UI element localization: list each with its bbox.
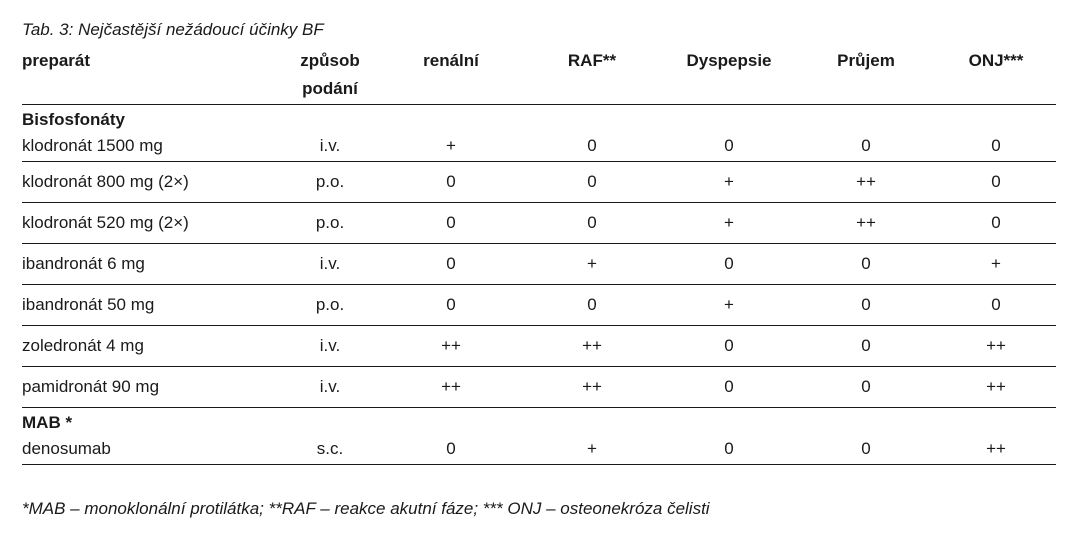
cell-renalni: 0 bbox=[380, 162, 522, 203]
header-row bbox=[22, 45, 1056, 105]
cell-route: i.v. bbox=[280, 367, 380, 408]
table-row bbox=[22, 162, 1056, 203]
cell-dyspepsie: 0 bbox=[662, 326, 796, 367]
header-prujem: Průjem bbox=[796, 45, 936, 105]
cell-route: p.o. bbox=[280, 203, 380, 244]
cell-renalni: 0 bbox=[380, 244, 522, 285]
table-row bbox=[22, 367, 1056, 408]
cell-onj: + bbox=[936, 244, 1056, 285]
group-title: Bisfosfonáty bbox=[22, 110, 125, 129]
cell-preparat: ibandronát 6 mg bbox=[22, 244, 280, 285]
cell-prujem: 0 bbox=[796, 367, 936, 408]
adverse-effects-table bbox=[22, 45, 1056, 465]
cell-renalni: ++ bbox=[380, 367, 522, 408]
cell-dyspepsie: 0 bbox=[662, 367, 796, 408]
header-onj: ONJ*** bbox=[936, 45, 1056, 105]
cell-renalni: ++ bbox=[380, 326, 522, 367]
cell-dyspepsie: 0 bbox=[662, 131, 796, 162]
cell-prujem: 0 bbox=[796, 131, 936, 162]
cell-onj: 0 bbox=[936, 131, 1056, 162]
group-row-mab bbox=[22, 408, 1056, 435]
cell-preparat: zoledronát 4 mg bbox=[22, 326, 280, 367]
cell-onj: 0 bbox=[936, 285, 1056, 326]
cell-onj: ++ bbox=[936, 367, 1056, 408]
table-row bbox=[22, 203, 1056, 244]
cell-route: p.o. bbox=[280, 162, 380, 203]
table-row bbox=[22, 131, 1056, 162]
cell-dyspepsie: + bbox=[662, 162, 796, 203]
table-row bbox=[22, 244, 1056, 285]
cell-route: i.v. bbox=[280, 326, 380, 367]
group-row-bisfosfonaty bbox=[22, 105, 1056, 132]
table-row bbox=[22, 434, 1056, 465]
cell-prujem: 0 bbox=[796, 285, 936, 326]
cell-route: p.o. bbox=[280, 285, 380, 326]
cell-dyspepsie: 0 bbox=[662, 434, 796, 465]
cell-preparat: klodronát 520 mg (2×) bbox=[22, 203, 280, 244]
cell-renalni: 0 bbox=[380, 285, 522, 326]
cell-route: s.c. bbox=[280, 434, 380, 465]
cell-preparat: denosumab bbox=[22, 434, 280, 465]
cell-raf: ++ bbox=[522, 326, 662, 367]
header-zpusob-line2: podání bbox=[302, 79, 358, 98]
cell-onj: 0 bbox=[936, 162, 1056, 203]
header-zpusob-podani bbox=[280, 45, 380, 105]
cell-prujem: ++ bbox=[796, 203, 936, 244]
table-footnote: *MAB – monoklonální protilátka; **RAF – reakce akutní fáze; *** ONJ – osteonekróza čelisti bbox=[22, 499, 710, 518]
cell-raf: 0 bbox=[522, 285, 662, 326]
header-renalni: renální bbox=[380, 45, 522, 105]
cell-dyspepsie: + bbox=[662, 285, 796, 326]
header-raf: RAF** bbox=[522, 45, 662, 105]
table-caption: Tab. 3: Nejčastější nežádoucí účinky BF bbox=[22, 20, 324, 39]
cell-renalni: 0 bbox=[380, 434, 522, 465]
cell-raf: ++ bbox=[522, 367, 662, 408]
cell-route: i.v. bbox=[280, 131, 380, 162]
cell-prujem: ++ bbox=[796, 162, 936, 203]
cell-preparat: klodronát 1500 mg bbox=[22, 131, 280, 162]
cell-preparat: ibandronát 50 mg bbox=[22, 285, 280, 326]
header-zpusob-line1: způsob bbox=[300, 51, 360, 70]
cell-renalni: 0 bbox=[380, 203, 522, 244]
cell-dyspepsie: 0 bbox=[662, 244, 796, 285]
cell-raf: + bbox=[522, 244, 662, 285]
cell-renalni: + bbox=[380, 131, 522, 162]
cell-preparat: klodronát 800 mg (2×) bbox=[22, 162, 280, 203]
cell-raf: 0 bbox=[522, 203, 662, 244]
cell-preparat: pamidronát 90 mg bbox=[22, 367, 280, 408]
cell-dyspepsie: + bbox=[662, 203, 796, 244]
header-dyspepsie: Dyspepsie bbox=[662, 45, 796, 105]
cell-route: i.v. bbox=[280, 244, 380, 285]
cell-raf: + bbox=[522, 434, 662, 465]
group-title: MAB * bbox=[22, 413, 73, 432]
header-preparat: preparát bbox=[22, 45, 280, 105]
cell-onj: ++ bbox=[936, 434, 1056, 465]
table-row bbox=[22, 326, 1056, 367]
cell-prujem: 0 bbox=[796, 434, 936, 465]
cell-onj: ++ bbox=[936, 326, 1056, 367]
cell-raf: 0 bbox=[522, 131, 662, 162]
cell-onj: 0 bbox=[936, 203, 1056, 244]
cell-raf: 0 bbox=[522, 162, 662, 203]
cell-prujem: 0 bbox=[796, 244, 936, 285]
cell-prujem: 0 bbox=[796, 326, 936, 367]
table-row bbox=[22, 285, 1056, 326]
